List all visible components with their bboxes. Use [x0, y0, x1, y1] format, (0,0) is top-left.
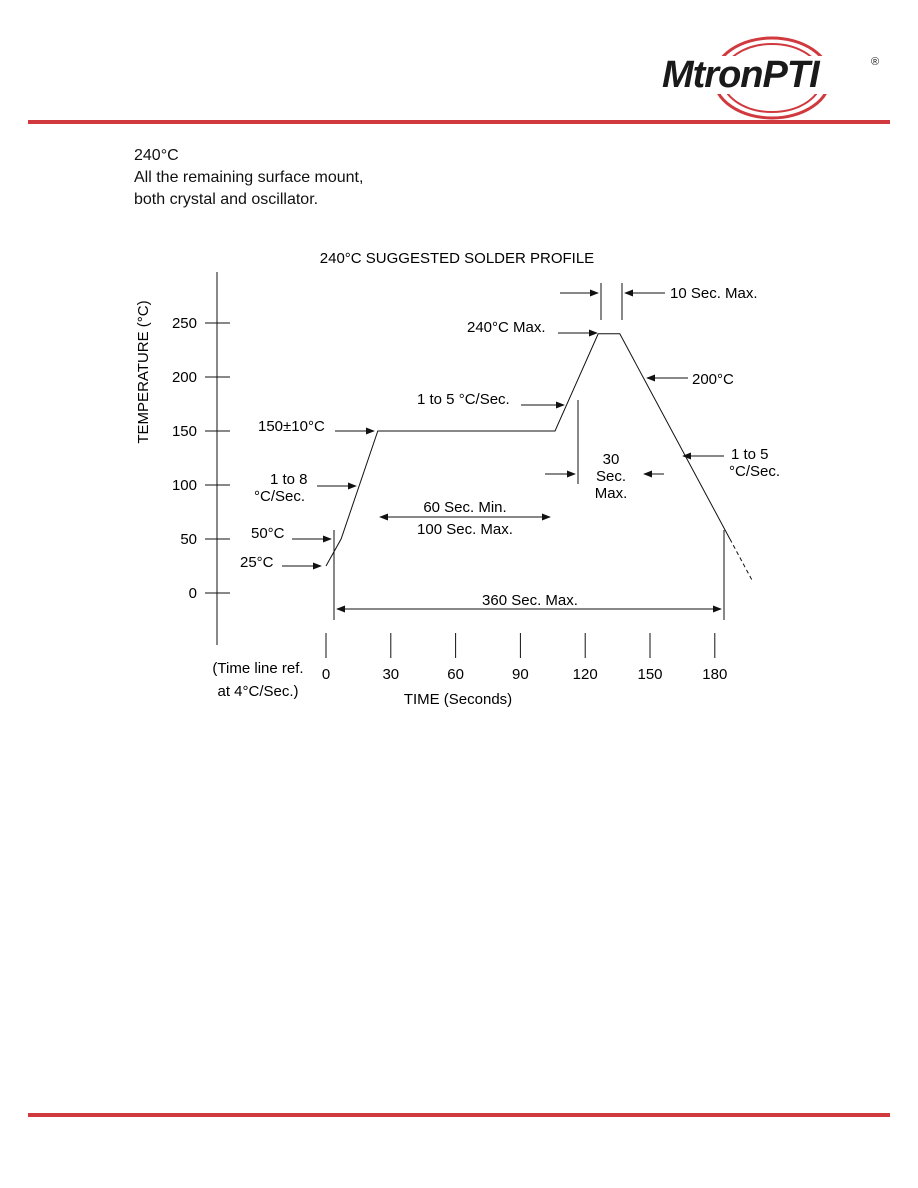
x-tick-label: 60: [447, 666, 464, 683]
ramp2-rate-label: 1 to 5 °C/Sec.: [417, 391, 510, 408]
x-tick-label: 150: [637, 666, 663, 683]
y-tick-label: 200: [171, 369, 197, 386]
chart-title: 240°C SUGGESTED SOLDER PROFILE: [319, 250, 595, 267]
logo-wordmark: MtronPTI: [662, 54, 819, 96]
logo-registered-mark: ®: [871, 56, 880, 68]
ramp1-rate-label-2: °C/Sec.: [254, 488, 306, 505]
x-tick-label: 180: [702, 666, 728, 683]
y-tick-label: 50: [180, 531, 197, 548]
y-axis-label: TEMPERATURE (°C): [135, 300, 152, 444]
soak-time-label-1: 60 Sec. Min.: [423, 499, 507, 516]
intro-line-1: All the remaining surface mount,: [134, 169, 364, 186]
footer-rule: [28, 1113, 890, 1117]
y-tick-group: [172, 315, 230, 602]
x-tick-label: 90: [512, 666, 529, 683]
above-200-label: 200°C: [692, 371, 734, 388]
reflow-time-label-1: 30: [602, 451, 620, 468]
x-tick-label: 120: [572, 666, 598, 683]
cool-rate-label-2: °C/Sec.: [729, 463, 781, 480]
y-tick-label: 250: [171, 315, 197, 332]
x-axis-label: TIME (Seconds): [403, 691, 513, 708]
y-tick-label: 100: [171, 477, 197, 494]
x-tick-label: 30: [382, 666, 400, 683]
profile-line-tail: [730, 539, 752, 580]
start-50-label: 50°C: [251, 525, 285, 542]
total-time-label: 360 Sec. Max.: [482, 592, 578, 609]
time-ref-note-line-1: (Time line ref.: [212, 660, 304, 677]
peak-temp-label: 240°C Max.: [467, 319, 546, 336]
y-tick-label: 0: [188, 585, 197, 602]
soak-temp-label: 150±10°C: [258, 418, 325, 435]
reflow-time-label-2: Sec.: [595, 468, 627, 485]
ramp1-rate-label-1: 1 to 8: [270, 471, 308, 488]
x-tick-group: [322, 633, 727, 683]
y-tick-label: 150: [171, 423, 197, 440]
soak-time-label-2: 100 Sec. Max.: [417, 521, 513, 538]
peak-time-label: 10 Sec. Max.: [670, 285, 758, 302]
intro-heading: 240°C: [134, 147, 179, 164]
time-ref-note-line-2: at 4°C/Sec.): [217, 683, 299, 700]
profile-line: [326, 334, 730, 566]
start-25-label: 25°C: [240, 554, 274, 571]
x-tick-label: 0: [321, 666, 331, 683]
intro-line-2: both crystal and oscillator.: [134, 191, 319, 208]
cool-rate-label-1: 1 to 5: [731, 446, 769, 463]
reflow-time-label-3: Max.: [594, 485, 628, 502]
